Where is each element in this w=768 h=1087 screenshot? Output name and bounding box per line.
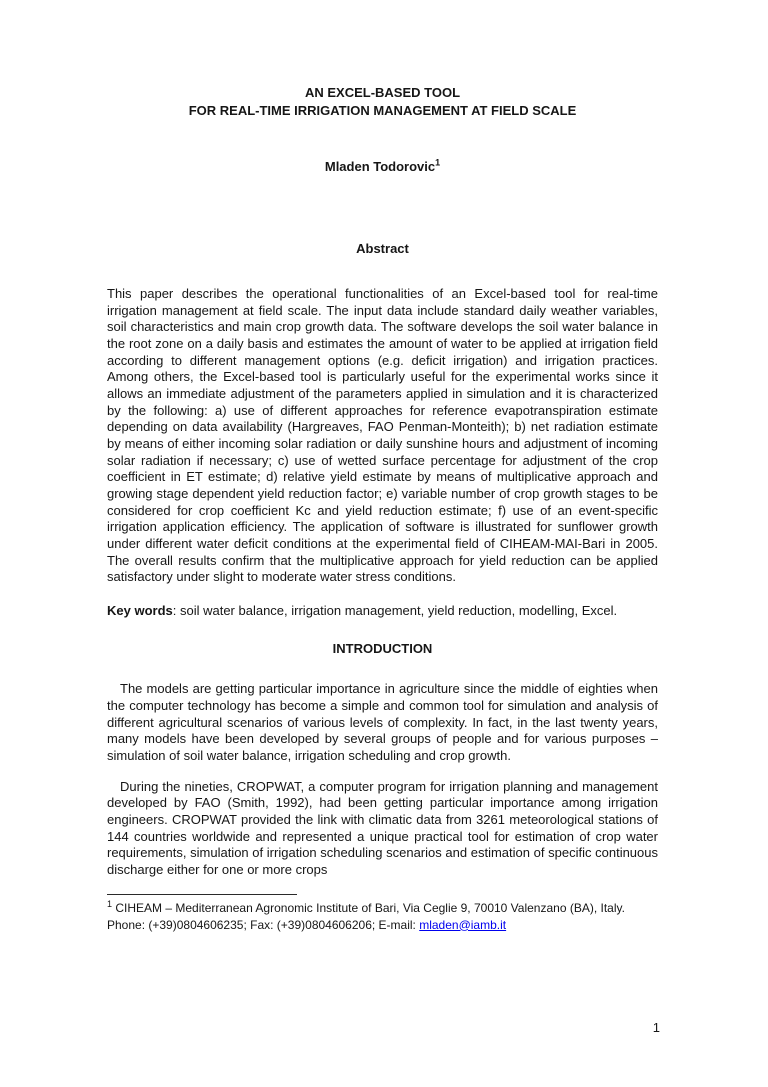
footnote-text: CIHEAM – Mediterranean Agronomic Institute of Bari, Via Ceglie 9, 70010 Valenzano (BA), Italy. Phone: (+39)0804606235; Fax: (+39)0804606206; E-mail: [107, 900, 625, 932]
introduction-paragraph-2: During the nineties, CROPWAT, a computer program for irrigation planning and management developed by FAO (Smith, 1992), had been getting particular importance among irrigation engineers. CROPWAT provided the link with climatic data from 3261 meteorological stations of 144 countries worldwide and represented a unique practical tool for estimation of crop water requirements, simulation of irrigation scheduling scenarios and estimation of specific continuous discharge either for one or more crops [107, 778, 658, 878]
paper-title-line1: AN EXCEL-BASED TOOL [304, 85, 461, 100]
page-content [107, 0, 658, 934]
abstract-paragraph: This paper describes the operational functionalities of an Excel-based tool for real-time irrigation management at field scale. The input data include standard daily weather variables, soil characteristics and main crop growth data. The software develops the soil water balance in the root zone on a daily basis and estimates the amount of water to be applied at irrigation field according to different management options (e.g. deficit irrigation) and irrigation practices. Among others, the Excel-based tool is particularly useful for the experimental works since it allows an immediate adjustment of the parameters applied in simulation and it is characterized by the following: a) use of different approaches for reference evapotranspiration estimate depending on data availability (Hargreaves, FAO Penman-Monteith); b) net radiation estimate by means of either incoming solar radiation or daily sunshine hours and adjustment of incoming solar radiation if necessary; c) use of wetted surface percentage for adjustment of the crop coefficient in ET estimate; d) relative yield estimate by means of multiplicative approach and growing stage dependent yield reduction factor; e) variable number of crop growth stages to be considered for crop coefficient Kc and yield reduction estimate; f) use of an event-specific irrigation application efficiency. The application of software is illustrated for sunflower growth under different water deficit conditions at the experimental field of CIHEAM-MAI-Bari in 2005. The overall results confirm that the multiplicative approach for yield reduction can be applied satisfactory under slight to moderate water stress conditions. [107, 286, 658, 585]
author-name: Mladen Todorovic [324, 159, 436, 174]
footnote-separator-rule [107, 894, 297, 895]
page-number: 1 [652, 1020, 660, 1035]
author-footnote-marker: 1 [435, 157, 441, 168]
abstract-heading: Abstract [356, 241, 409, 256]
author-line [107, 158, 658, 175]
paper-title [107, 84, 658, 119]
keywords-line [107, 603, 658, 620]
footnote-marker: 1 [107, 898, 113, 909]
footnote [107, 900, 658, 934]
introduction-heading: INTRODUCTION [332, 641, 433, 657]
keywords-label: Key words [107, 602, 173, 618]
paper-title-line2: FOR REAL-TIME IRRIGATION MANAGEMENT AT FIELD SCALE [188, 102, 577, 118]
introduction-paragraph-1: The models are getting particular importance in agriculture since the middle of eighties when the computer technology has become a simple and common tool for simulation and analysis of different agricultural scenarios of various levels of complexity. In fact, in the last twenty years, many models have been developed by several groups of people and for various purposes – simulation of soil water balance, irrigation scheduling and crop growth. [107, 681, 658, 764]
email-link[interactable]: mladen@iamb.it [419, 917, 507, 932]
keywords-text: : soil water balance, irrigation management, yield reduction, modelling, Excel. [172, 602, 618, 618]
